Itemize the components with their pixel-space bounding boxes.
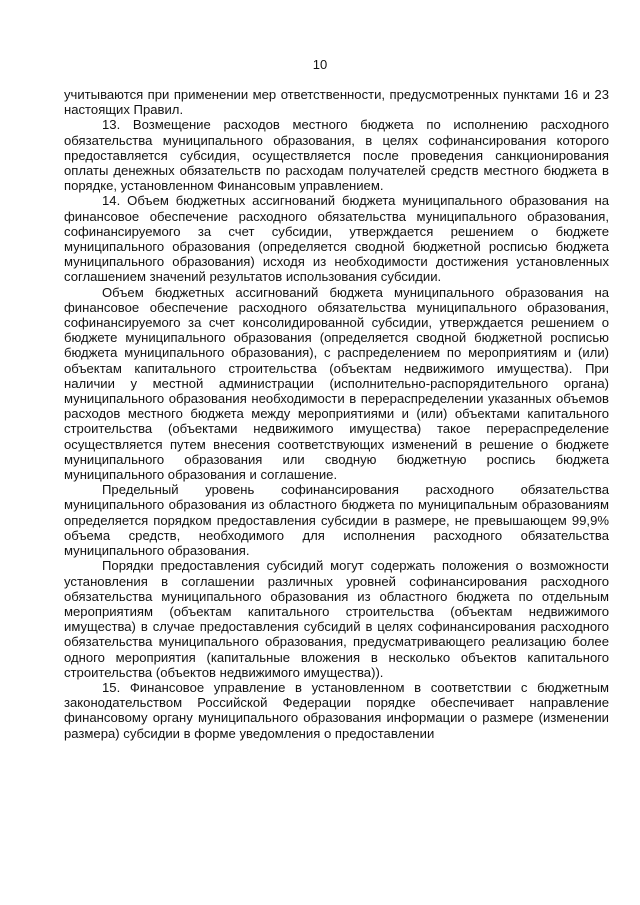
paragraph-item-13: 13. Возмещение расходов местного бюджета по исполнению расходного обязательства муниципального образования, в целях софинансирования которого предоставляется субсидия, осуществляется после проведения санкционирования оплаты денежных обязательств по расходам получателей средств местного бюджета в порядке, установленном Финансовым управлением. [64,117,609,194]
paragraph-item-14: 14. Объем бюджетных ассигнований бюджета муниципального образования на финансовое обеспечение расходного обязательства муниципального образования, софинансируемого за счет субсидии, утверждается решением о бюджете муниципального образования (определяется сводной бюджетной росписью бюджета муниципального образования) исходя из необходимости достижения установленных соглашением значений результатов использования субсидии. [64,193,609,285]
paragraph-subsidy-procedures: Порядки предоставления субсидий могут содержать положения о возможности установления в соглашении различных уровней софинансирования расходного обязательства муниципального образования из областного бюджета по отдельным мероприятиям (объектам капитального строительства (объектам недвижимого имущества) в случае предоставления субсидий в целях софинансирования расходного обязательства муниципального образования, предусматривающего реализацию более одного мероприятия (капитальные вложения в несколько объектов капитального строительства (объектов недвижимого имущества)). [64,558,609,680]
paragraph-cofinancing-limit: Предельный уровень софинансирования расходного обязательства муниципального образования из областного бюджета по муниципальным образованиям определяется порядком предоставления субсидии в размере, не превышающем 99,9% объема средств, необходимого для исполнения расходного обязательства муниципального образования. [64,482,609,559]
paragraph-consolidated-subsidy: Объем бюджетных ассигнований бюджета муниципального образования на финансовое обеспечение расходного обязательства муниципального образования, софинансируемого за счет консолидированной субсидии, утверждается решением о бюджете муниципального образования (определяется сводной бюджетной росписью бюджета муниципального образования), с распределением по мероприятиям и (или) объектам капитального строительства (объектам недвижимого имущества). При наличии у местной администрации (исполнительно-распорядительного органа) муниципального образования необходимости в перераспределении указанных объемов расходов местного бюджета между мероприятиями и (или) объектами капитального строительства (объектами недвижимого имущества) такое перераспределение осуществляется путем внесения соответствующих изменений в решение о бюджете муниципального образования или сводную бюджетную роспись бюджета муниципального образования и соглашение. [64,284,609,483]
page-number: 10 [312,57,328,72]
paragraph-continuation: учитываются при применении мер ответственности, предусмотренных пунктами 16 и 23 настоящих Правил. [64,87,609,118]
document-body [64,87,609,741]
paragraph-item-15: 15. Финансовое управление в установленном в соответствии с бюджетным законодательством Российской Федерации порядке обеспечивает направление финансовому органу муниципального образования информации о размере (изменении размера) субсидии в форме уведомления о предоставлении [64,679,609,741]
